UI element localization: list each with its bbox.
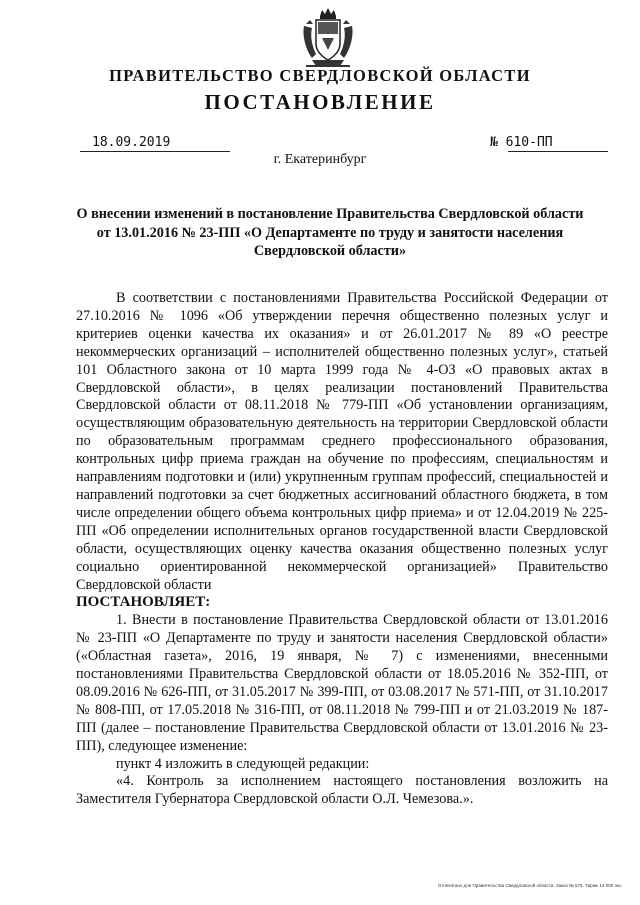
document-body xyxy=(76,290,608,809)
item-1-paragraph: 1. Внести в постановление Правительства Свердловской области от 13.01.2016 № 23-ПП «О Департаменте по труду и занятости населения Свердловской области» («Областная газета», 2016, 19 января, № 7) с изменениями, внесенными постановлениями Правительства Свердловской области от 18.05.2016 № 352-ПП, от 08.09.2016 № 626-ПП, от 31.05.2017 № 399-ПП, от 03.08.2017 № 571-ПП, от 31.10.2017 № 808-ПП, от 17.05.2018 № 316-ПП, от 08.11.2018 № 799-ПП и от 21.03.2019 № 187-ПП (далее – постановление Правительства Свердловской области от 13.01.2016 № 23-ПП), следующее изменение: xyxy=(76,612,608,754)
government-name: ПРАВИТЕЛЬСТВО СВЕРДЛОВСКОЙ ОБЛАСТИ xyxy=(109,66,531,85)
item-1-sub-paragraph: пункт 4 изложить в следующей редакции: xyxy=(116,755,370,772)
item-4-paragraph: «4. Контроль за исполнением настоящего постановления возложить на Заместителя Губернатора Свердловской области О.Л. Чемезова.». xyxy=(76,773,608,808)
city: г. Екатеринбург xyxy=(273,152,367,167)
resolves-heading: ПОСТАНОВЛЯЕТ: xyxy=(76,594,211,611)
coat-of-arms-emblem xyxy=(300,6,356,72)
print-footer: Отпечатано для Правительства Свердловской области. Заказ № 575. Тираж 14 000 экз. xyxy=(437,883,622,888)
document-title: О внесении изменений в постановление Правительства Свердловской области от 13.01.2016 № 23-ПП «О Департаменте по труду и занятости населения Свердловской области» xyxy=(76,206,584,259)
document-type: ПОСТАНОВЛЕНИЕ xyxy=(204,90,436,114)
document-number: № 610-ПП xyxy=(490,135,553,150)
document-date: 18.09.2019 xyxy=(92,135,171,150)
preamble-paragraph: В соответствии с постановлениями Правительства Российской Федерации от 27.10.2016 № 1096 «Об утверждении перечня общественно полезных услуг и критериев оценки качества их оказания» и от 26.01.2017 № 89 «О реестре некоммерческих организаций – исполнителей общественно полезных услуг», статьей 101 Областного закона от 10 марта 1999 года № 4-ОЗ «О правовых актах в Свердловской области», в целях реализации постановлений Правительства Свердловской области от 08.11.2018 № 779-ПП «Об установлении организациям, осуществляющим образовательную деятельность на территории Свердловской области по образовательным программам среднего профессионального образования, контрольных цифр приема граждан на обучение по профессиям, специальностям и направлениям подготовки и (или) укрупненным группам профессий, специальностей и направлений подготовки за счет бюджетных ассигнований областного бюджета, в том числе определении общего объема контрольных цифр приема» и от 12.04.2019 № 225-ПП «Об определении исполнительных органов государственной власти Свердловской области, осуществляющих оценку качества оказания общественно полезных услуг социально ориентированной некоммерческой организацией» Правительство Свердловской области xyxy=(76,290,608,593)
